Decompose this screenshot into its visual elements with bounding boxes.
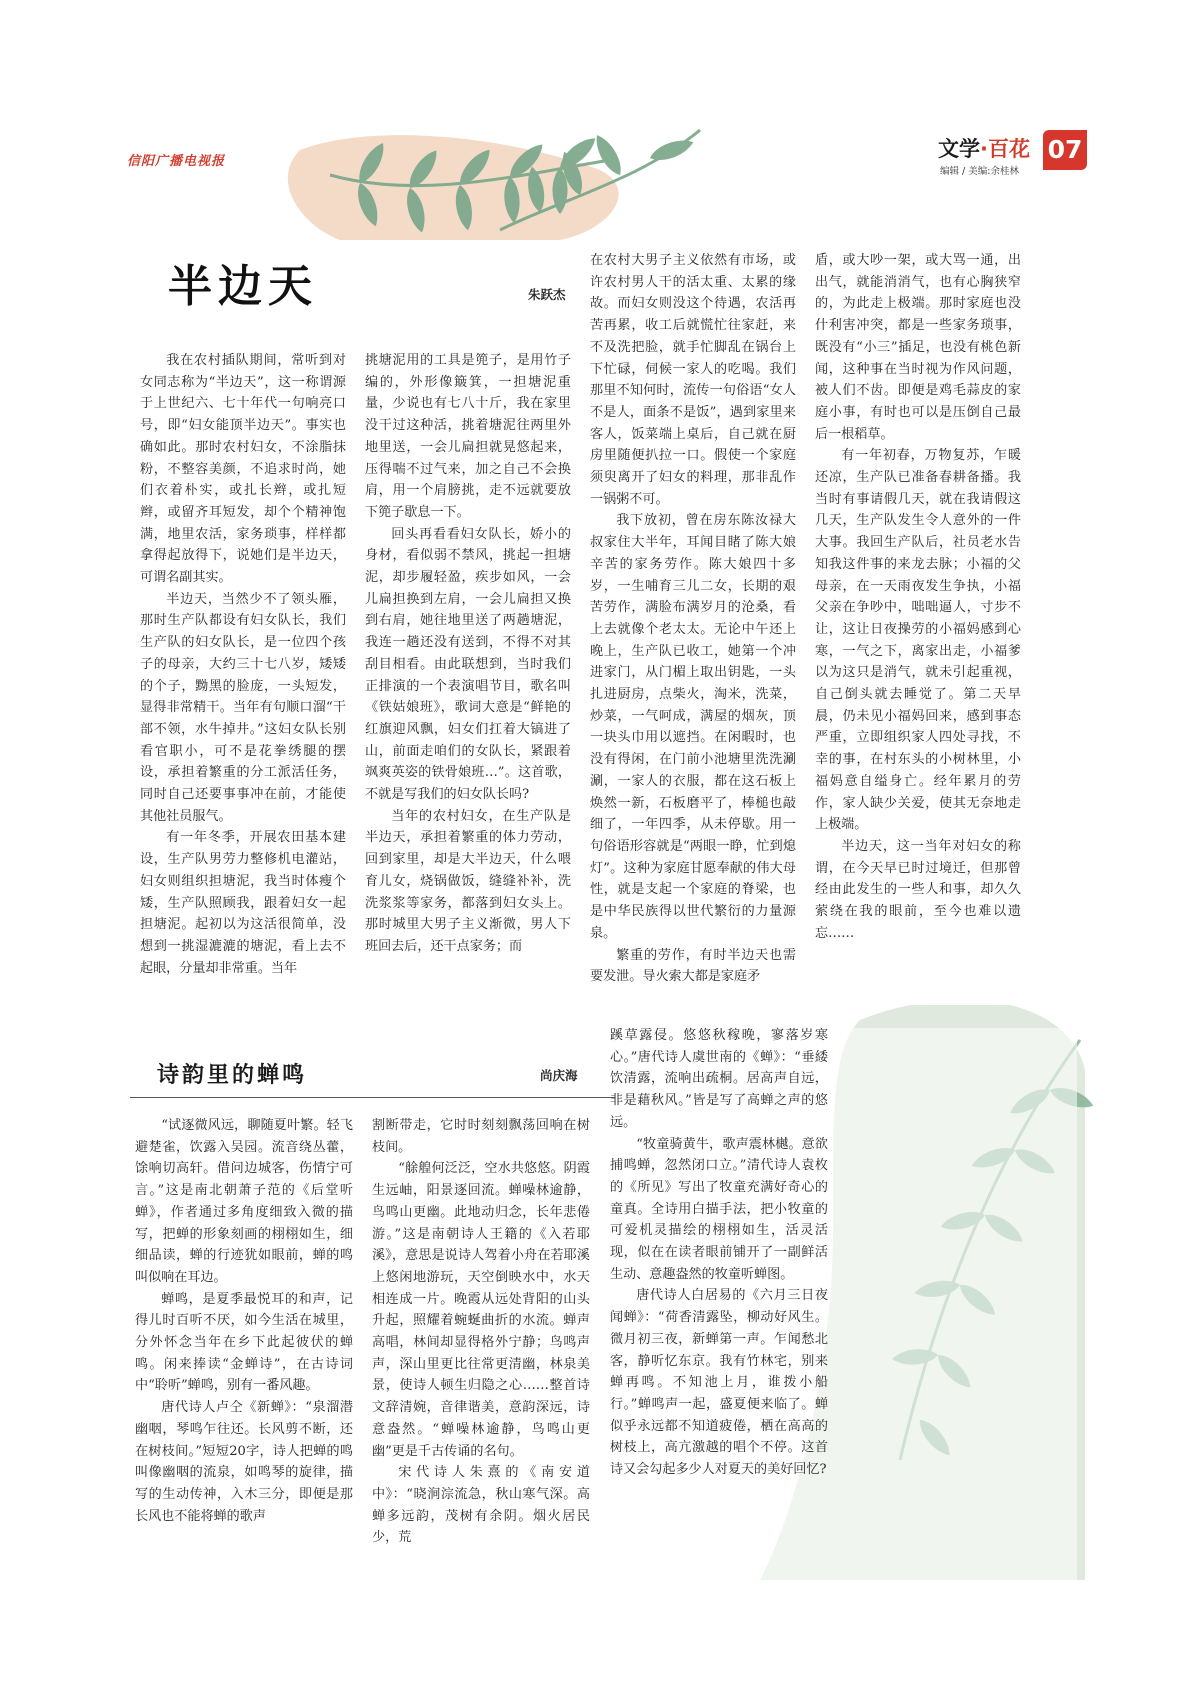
paragraph: 当年的农村妇女，在生产队是半边天，承担着繁重的体力劳动，回到家里，却是大半边天，什么喂育儿女，烧锅做饭，缝缝补补，洗洗浆浆等家务，都落到妇女头上。那时城里大男子主义渐微，男人下班回去后，还干点家务；而 bbox=[365, 808, 571, 954]
article-2-column-3 bbox=[610, 1025, 828, 1481]
article-2-column-1 bbox=[135, 1115, 353, 1527]
article-2-author: 尚庆海 bbox=[540, 1068, 578, 1083]
paragraph: 在农村大男子主义依然有市场，或许农村男人干的活太重、太累的缘故。而妇女则没这个待遇，农活再苦再累，收工后就慌忙往家赶，来不及洗把脸，就手忙脚乱在锅台上下忙碌，伺候一家人的吃喝。我们那里不知何时，流传一句俗语“女人不是人，面条不是饭”，遇到家里来客人，饭菜端上桌后，自己就在厨房里随便扒拉一口。假使一个家庭须臾离开了妇女的料理，那非乱作一锅粥不可。 bbox=[590, 253, 796, 507]
article-1-column-2 bbox=[365, 350, 571, 958]
article-2-column-2 bbox=[372, 1115, 590, 1549]
newspaper-name: 信阳广播电视报 bbox=[127, 154, 226, 169]
paragraph: 盾，或大吵一架，或大骂一通，出出气，就能消消气，也有心胸狭窄的，为此走上极端。那时家庭也没什利害冲突，都是一些家务琐事，既没有“小三”插足，也没有桃色新闻，这种事在当时视为作风问题，被人们不齿。即便是鸡毛蒜皮的家庭小事，有时也可以是压倒自己最后一根稻草。 bbox=[815, 253, 1021, 442]
paragraph: “牧童骑黄牛，歌声震林樾。意欲捕鸣蝉，忽然闭口立。”清代诗人袁枚的《所见》写出了牧童充满好奇心的童真。全诗用白描手法，把小牧童的可爱机灵描绘的栩栩如生，活灵活现，似在在读者眼前铺开了一副鲜活生动、意趣盎然的牧童听蝉图。 bbox=[610, 1136, 828, 1282]
paragraph: “试逐微风远，聊随夏叶繁。轻飞避楚雀，饮露入吴园。流音绕丛藿，馀响切高轩。借问边城客，伤情宁可言。”这是南北朝萧子范的《后堂听蝉》，作者通过多角度细致入微的描写，把蝉的形象刻画的栩栩如生，细细品读，蝉的行迹犹如眼前，蝉的鸣叫似响在耳边。 bbox=[135, 1118, 353, 1285]
paragraph: 挑塘泥用的工具是篼子，是用竹子编的，外形像簸箕，一担塘泥重量，少说也有七八十斤，我在家里没干过这种活，挑着塘泥往两里外地里送，一会儿扁担就晃悠起来，压得喘不过气来，加之自己不会换肩，用一个肩膀挑，走不远就要放下篼子歇息一下。 bbox=[365, 353, 571, 520]
section-title-dot: · bbox=[980, 137, 988, 161]
paragraph: 我在农村插队期间，常听到对女同志称为“半边天”，这一称谓源于上世纪六、七十年代一句响亮口号，即“妇女能顶半边天”。事实也确如此。那时农村妇女，不涂脂抹粉，不整容美颜，不追求时尚，她们衣着朴实，或扎长辫，或扎短辫，或留齐耳短发，却个个精神饱满，地里农活，家务琐事，样样都拿得起放得下，说她们是半边天，可谓名副其实。 bbox=[140, 353, 346, 586]
section-title-literature: 文学 bbox=[938, 137, 980, 161]
paragraph: 唐代诗人卢仝《新蝉》：“泉溜潜幽咽，琴鸣乍往还。长风剪不断，还在树枝间。”短短20字，诗人把蝉的鸣叫像幽咽的流泉，如鸣琴的旋律，描写的生动传神，入木三分，即便是那长风也不能将蝉的歌声 bbox=[135, 1400, 353, 1524]
paragraph: 半边天，这一当年对妇女的称谓，在今天早已时过境迁，但那曾经由此发生的一些人和事，却久久萦绕在我的眼前，至今也难以遗忘…… bbox=[815, 838, 1021, 941]
paragraph: 蹊草露侵。悠悠秋稼晚，寥落岁寒心。”唐代诗人虞世南的《蝉》：“垂緌饮清露，流响出疏桐。居高声自远，非是藉秋风。”皆是写了高蝉之声的悠远。 bbox=[610, 1028, 828, 1130]
paragraph: 有一年初春，万物复苏，乍暖还凉，生产队已准备春耕备播。我当时有事请假几天，就在我请假这几天，生产队发生令人意外的一件大事。我回生产队后，社员老水告知我这件事的来龙去脉；小福的父母亲，在一天雨夜发生争执，小福父亲在争吵中，咄咄逼人，寸步不让，这让日夜操劳的小福妈感到心寒，一气之下，离家出走，小福爹以为这只是消气，就未引起重视，自己倒头就去睡觉了。第二天早晨，仍未见小福妈回来，感到事态严重，立即组织家人四处寻找，不幸的事，在村东头的小树林里，小福妈意自缢身亡。经年累月的劳作，家人缺少关爱，使其无奈地走上极端。 bbox=[815, 448, 1021, 833]
editor-credit: 编辑 / 美编:余桂林 bbox=[940, 166, 1019, 177]
article-1-column-4 bbox=[815, 250, 1021, 945]
paragraph: 有一年冬季，开展农田基本建设，生产队男劳力整修机电灌站，妇女则组织担塘泥，我当时体瘦个矮，生产队照顾我，跟着妇女一起担塘泥。起初以为这活很简单，没想到一挑湿漉漉的塘泥，看上去不起眼，分量却非常重。当年 bbox=[140, 830, 346, 976]
paragraph: 宋代诗人朱熹的《南安道中》：“晓涧淙流急，秋山寒气深。高蝉多远韵，茂树有余阴。烟火居民少，荒 bbox=[372, 1465, 590, 1546]
paragraph: 蝉鸣，是夏季最悦耳的和声，记得儿时百听不厌，如今生活在城里，分外怀念当年在乡下此起彼伏的蝉鸣。闲来捧读“金蝉诗”，在古诗词中“聆听”蝉鸣，别有一番风趣。 bbox=[135, 1291, 353, 1394]
section-title-flowers: 百花 bbox=[987, 137, 1030, 161]
paragraph: 我下放初，曾在房东陈汝禄大叔家住大半年，耳闻目睹了陈大娘辛苦的家务劳作。陈大娘四十多岁，一生哺育三儿二女，长期的艰苦劳作，满脸布满岁月的沧桑，看上去就像个老太太。无论中午还上晚上，生产队已收工，她第一个冲进家门，从门楣上取出钥匙，一头扎进厨房，点柴火，淘米，洗菜，炒菜，一气呵成，满屋的烟灰，顶一块头巾用以遮挡。在闲暇时，也没有得闲，在门前小池塘里洗洗涮涮，一家人的衣服，都在这石板上焕然一新，石板磨平了，棒槌也敲细了，一年四季，从未停歇。用一句俗语形容就是“两眼一睁，忙到熄灯”。这种为家庭甘愿奉献的伟大母性，就是支起一个家庭的脊梁，也是中华民族得以世代繁衍的力量源泉。 bbox=[590, 513, 796, 941]
section-title bbox=[938, 133, 1030, 163]
article-1-title: 半边天 bbox=[168, 261, 318, 312]
paragraph: 半边天，当然少不了领头雁，那时生产队都设有妇女队长，我们生产队的妇女队长，是一位四个孩子的母亲，大约三十七八岁，矮矮的个子，黝黑的脸庞，一头短发，显得非常精干。当年有句顺口溜“干部不领，水牛掉井。”这妇女队长别看官职小，可不是花拳绣腿的摆设，承担着繁重的分工派活任务，同时自己还要事事冲在前，才能使其他社员服气。 bbox=[140, 591, 346, 824]
paragraph: 繁重的劳作，有时半边天也需要发泄。导火索大都是家庭矛 bbox=[590, 947, 796, 985]
article-1-column-3 bbox=[590, 250, 796, 988]
paragraph: “艅艎何泛泛，空水共悠悠。阴霞生远岫，阳景逐回流。蝉噪林逾静，鸟鸣山更幽。此地动归念，长年悲倦游。”这是南朝诗人王籍的《入若耶溪》，意思是说诗人驾着小舟在若耶溪上悠闲地游玩，天空倒映水中，水天相连成一片。晚霞从远处背阳的山头升起，照耀着蜿蜒曲折的水流。蝉声高唱，林间却显得格外宁静；鸟鸣声声，深山里更比往常更清幽，林泉美景，使诗人顿生归隐之心……整首诗文辞清婉，音律谐美，意韵深远，诗意盎然。“蝉噪林逾静，鸟鸣山更幽”更是千古传诵的名句。 bbox=[372, 1161, 590, 1459]
article-1-column-1 bbox=[140, 350, 346, 979]
paragraph: 割断带走，它时时刻刻飘荡回响在树枝间。 bbox=[372, 1118, 590, 1155]
page-number-badge: 07 bbox=[1043, 130, 1087, 170]
paragraph: 回头再看看妇女队长，娇小的身材，看似弱不禁风，挑起一担塘泥，却步履轻盈，疾步如风，一会儿扁担换到左肩，一会儿扁担又换到右肩，她往地里送了两趟塘泥，我连一趟还没有送到，不得不对其刮目相看。由此联想到，当时我们正排演的一个表演唱节目，歌名叫《铁姑娘班》，歌词大意是“鲜艳的红旗迎风飘，妇女们扛着大镐进了山，前面走咱们的女队长，紧跟着飒爽英姿的铁骨娘班…”。这首歌，不就是写我们的妇女队长吗? bbox=[365, 526, 571, 803]
title-underline-rule bbox=[130, 1097, 615, 1098]
paragraph: 唐代诗人白居易的《六月三日夜闻蝉》：“荷香清露坠，柳动好风生。微月初三夜，新蝉第一声。乍闻愁北客，静听忆东京。我有竹林宅，别来蝉再鸣。不知池上月，谁拨小船行。”蝉鸣声一起，盛夏便来临了。蝉似乎永远都不知道疲倦，栖在高高的树枝上，高亢激越的唱个不停。这首诗又会勾起多少人对夏天的美好回忆? bbox=[610, 1288, 828, 1478]
article-1-author: 朱跃杰 bbox=[528, 287, 566, 302]
peach-blob bbox=[288, 135, 619, 240]
article-2-title: 诗韵里的蝉鸣 bbox=[157, 1063, 308, 1088]
